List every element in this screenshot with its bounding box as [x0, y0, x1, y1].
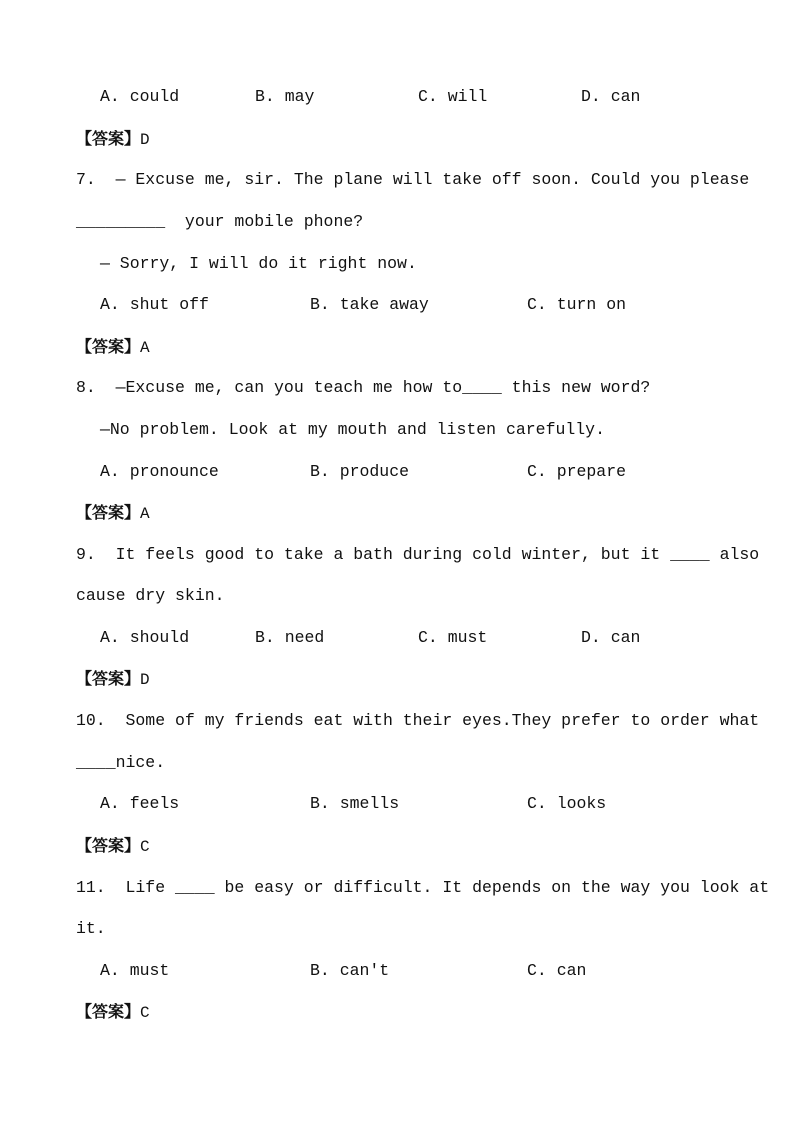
q9-option-c: C. must	[418, 628, 488, 647]
q7-answer	[76, 336, 150, 359]
q10-option-a: A. feels	[100, 794, 180, 813]
q11-option-a: A. must	[100, 961, 170, 980]
q11-option-b: B. can't	[310, 961, 390, 980]
q9-option-a: A. should	[100, 628, 190, 647]
q9-stem-line-1: 9. It feels good to take a bath during cold winter, but it ____ also	[76, 545, 760, 564]
answer-label: 【答案】	[76, 503, 141, 522]
q10-answer	[76, 835, 150, 858]
answer-value: A	[140, 339, 150, 357]
q6-option-c: C. will	[418, 87, 488, 106]
q7-reply: — Sorry, I will do it right now.	[100, 254, 417, 273]
q10-stem-line-2: ____nice.	[76, 753, 166, 772]
q6-option-b: B. may	[255, 87, 315, 106]
q9-stem-line-2: cause dry skin.	[76, 586, 225, 605]
q8-option-b: B. produce	[310, 462, 410, 481]
answer-value: C	[140, 838, 150, 856]
q11-stem-line-2: it.	[76, 919, 106, 938]
answer-label: 【答案】	[76, 1002, 141, 1021]
q11-answer	[76, 1001, 150, 1024]
answer-label: 【答案】	[76, 129, 141, 148]
q8-answer	[76, 502, 150, 525]
q9-option-b: B. need	[255, 628, 325, 647]
q6-option-a: A. could	[100, 87, 180, 106]
q7-stem-line-2: _________ your mobile phone?	[76, 212, 364, 231]
q10-stem-line-1: 10. Some of my friends eat with their eyes.They prefer to order what	[76, 711, 760, 730]
answer-value: A	[140, 505, 150, 523]
q10-option-c: C. looks	[527, 794, 607, 813]
answer-value: D	[140, 131, 150, 149]
q8-stem-line-1: 8. —Excuse me, can you teach me how to____ this new word?	[76, 378, 651, 397]
answer-label: 【答案】	[76, 836, 141, 855]
q9-option-d: D. can	[581, 628, 641, 647]
q9-answer	[76, 668, 150, 691]
answer-value: D	[140, 671, 150, 689]
q7-option-a: A. shut off	[100, 295, 209, 314]
q7-stem-line-1: 7. — Excuse me, sir. The plane will take off soon. Could you please	[76, 170, 750, 189]
q6-option-d: D. can	[581, 87, 641, 106]
q7-option-b: B. take away	[310, 295, 429, 314]
q8-reply: —No problem. Look at my mouth and listen carefully.	[100, 420, 605, 439]
q8-option-c: C. prepare	[527, 462, 627, 481]
answer-label: 【答案】	[76, 337, 141, 356]
q10-option-b: B. smells	[310, 794, 400, 813]
q6-answer	[76, 128, 150, 151]
answer-value: C	[140, 1004, 150, 1022]
q11-option-c: C. can	[527, 961, 587, 980]
q8-option-a: A. pronounce	[100, 462, 219, 481]
q11-stem-line-1: 11. Life ____ be easy or difficult. It depends on the way you look at	[76, 878, 770, 897]
answer-label: 【答案】	[76, 669, 141, 688]
q7-option-c: C. turn on	[527, 295, 627, 314]
